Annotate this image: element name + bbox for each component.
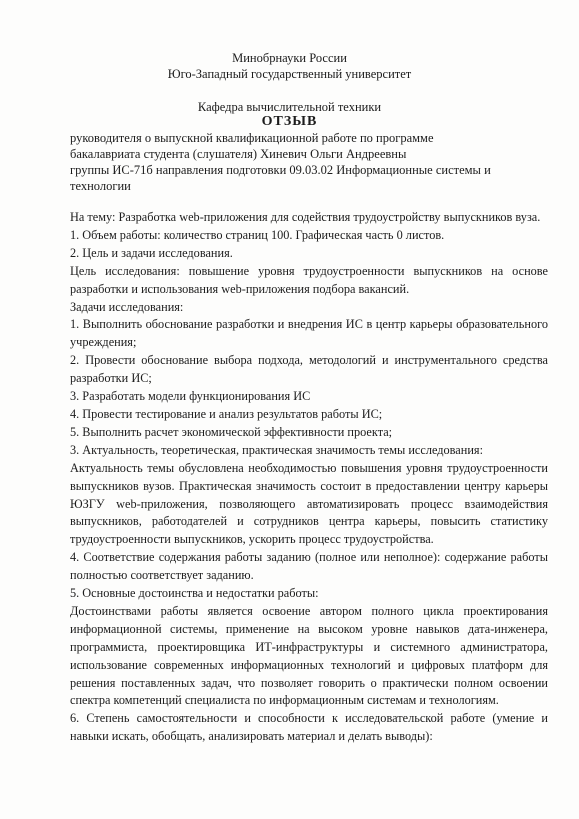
work-volume: 1. Объем работы: количество страниц 100. Графическая часть 0 листов. bbox=[70, 227, 445, 242]
independence-paragraph: 6. Степень самостоятельности и способности к исследовательской работе (умение и навыки искать, обобщать, анализировать материал и делать выводы): bbox=[70, 711, 548, 744]
section-goals-heading: 2. Цель и задачи исследования. bbox=[70, 245, 233, 260]
compliance-paragraph: 4. Соответствие содержания работы заданию (полное или неполное): содержание работы полностью соответствует заданию. bbox=[70, 550, 548, 583]
university-name: Юго-Западный государственный университет bbox=[167, 67, 412, 81]
task-item: 2. Провести обоснование выбора подхода, методологий и инструментального средства разработки ИС; bbox=[70, 353, 548, 386]
document-title: ОТЗЫВ bbox=[261, 114, 318, 129]
ministry-name: Минобрнауки России bbox=[232, 51, 347, 65]
merits-paragraph: Достоинствами работы является освоение автором полного цикла проектирования информационной системы, применение на высоком уровне навыков дата-инженера, программиста, проектировщика ИТ-инфраструктуры и системного администратора, использование современных информационных технологий и цифровых платформ для решения поставленных задач, что позволяет говорить о практически полном освоении спектра компетенций специалиста по информационным системам и технологиям. bbox=[70, 603, 548, 708]
intro-line: группы ИС-71б направления подготовки 09.03.02 Информационные системы и bbox=[70, 163, 491, 177]
review-body bbox=[70, 209, 548, 746]
task-item: 4. Провести тестирование и анализ результатов работы ИС; bbox=[70, 406, 383, 421]
relevance-heading: 3. Актуальность, теоретическая, практическая значимость темы исследования: bbox=[70, 442, 483, 457]
task-item: 3. Разработать модели функционирования ИС bbox=[70, 389, 311, 404]
merits-heading: 5. Основные достоинства и недостатки работы: bbox=[70, 586, 319, 601]
task-item: 1. Выполнить обоснование разработки и внедрения ИС в центр карьеры образовательного учреждения; bbox=[70, 317, 548, 350]
relevance-paragraph: Актуальность темы обусловлена необходимостью повышения уровня трудоустроенности выпускников вузов. Практическая значимость состоит в предоставлении центру карьеры ЮЗГУ web-приложения, позволяющего автоматизировать процесс взаимодействия выпускников, работодателей и сотрудников центра карьеры, повысить статистику трудоустроенности выпускников, ускорить процесс трудоустройства. bbox=[70, 460, 548, 547]
tasks-heading: Задачи исследования: bbox=[70, 299, 184, 314]
intro-block bbox=[70, 130, 550, 194]
task-item: 5. Выполнить расчет экономической эффективности проекта; bbox=[70, 424, 393, 439]
topic-paragraph: На тему: Разработка web-приложения для содействия трудоустройству выпускников вуза. bbox=[70, 210, 541, 224]
department-name: Кафедра вычислительной техники bbox=[197, 100, 382, 114]
intro-line: технологии bbox=[70, 179, 131, 193]
intro-line: руководителя о выпускной квалификационной работе по программе bbox=[70, 131, 434, 145]
intro-line: бакалавриата студента (слушателя) Хиневич Ольги Андреевны bbox=[70, 147, 407, 161]
research-goal: Цель исследования: повышение уровня трудоустроенности выпускников на основе разработки и использования web-приложения подбора вакансий. bbox=[70, 263, 548, 296]
